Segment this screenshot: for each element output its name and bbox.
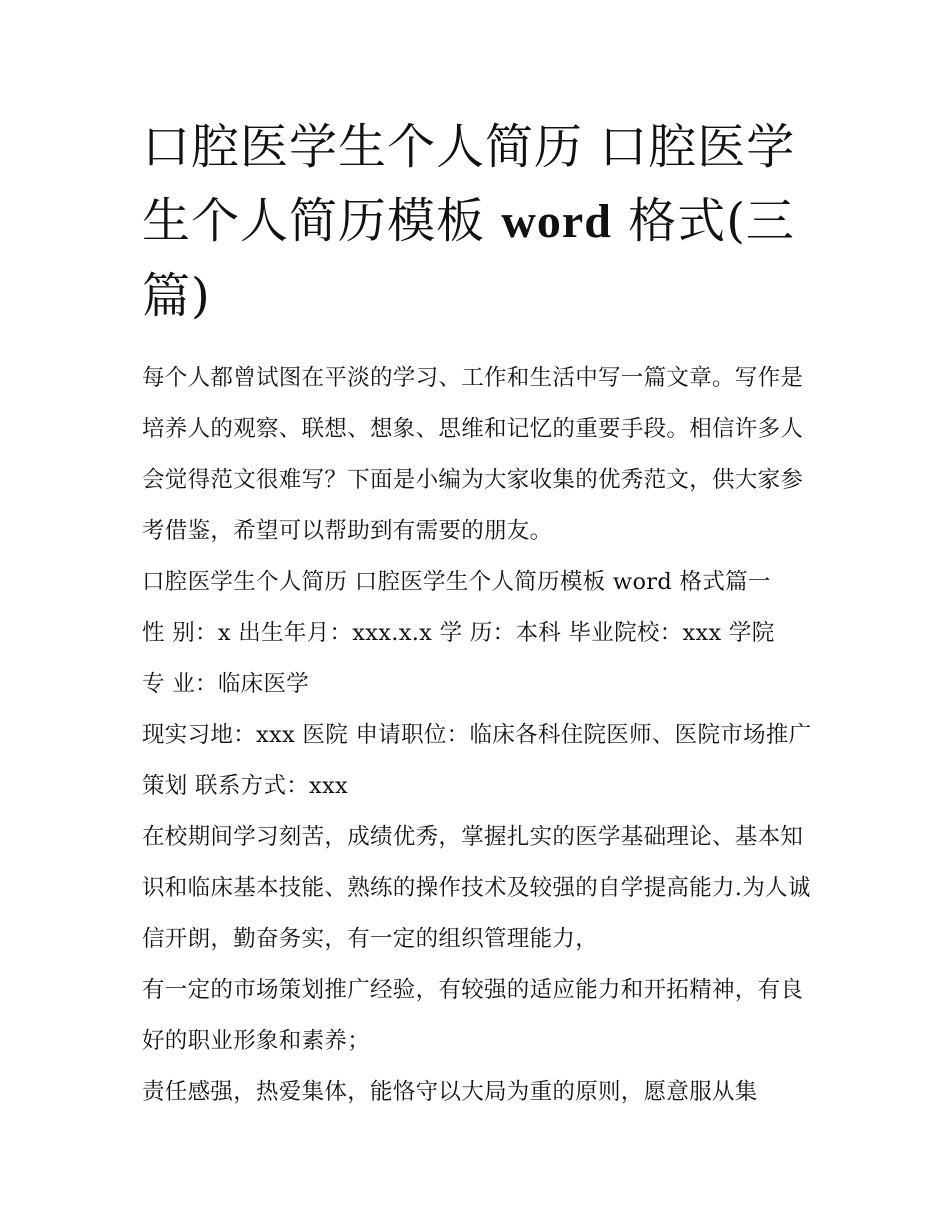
title-text-end: 格式(三篇) [142,193,795,324]
section-heading: 口腔医学生个人简历 口腔医学生个人简历模板 word 格式篇一 [142,569,771,595]
document-title [142,110,814,333]
info-line-gender-birth-education: 性 别：x 出生年月：xxx.x.x 学 历：本科 毕业院校：xxx 学院 [142,620,775,646]
document-page [142,110,814,1118]
responsibility-paragraph: 责任感强，热爱集体，能恪守以大局为重的原则，愿意服从集 [142,1079,758,1105]
self-assessment-paragraph: 在校期间学习刻苦，成绩优秀，掌握扎实的医学基础理论、基本知识和临床基本技能、熟练的操作技术及较强的自学提高能力.为人诚信开朗，勤奋务实，有一定的组织管理能力， [142,824,811,952]
document-body [142,353,814,1118]
info-line-major: 专 业：临床医学 [142,671,310,697]
title-bold-word: word [501,195,612,248]
experience-paragraph: 有一定的市场策划推广经验，有较强的适应能力和开拓精神，有良好的职业形象和素养； [142,977,804,1054]
title-text: 口腔医学生个人简历 口腔医学生个人简历模板 [142,119,796,249]
info-line-internship-position: 现实习地：xxx 医院 申请职位：临床各科住院医师、医院市场推广策划 联系方式：xxx [142,722,812,799]
intro-paragraph: 每个人都曾试图在平淡的学习、工作和生活中写一篇文章。写作是培养人的观察、联想、想象、思维和记忆的重要手段。相信许多人会觉得范文很难写？下面是小编为大家收集的优秀范文，供大家参考借鉴，希望可以帮助到有需要的朋友。 [142,365,804,544]
